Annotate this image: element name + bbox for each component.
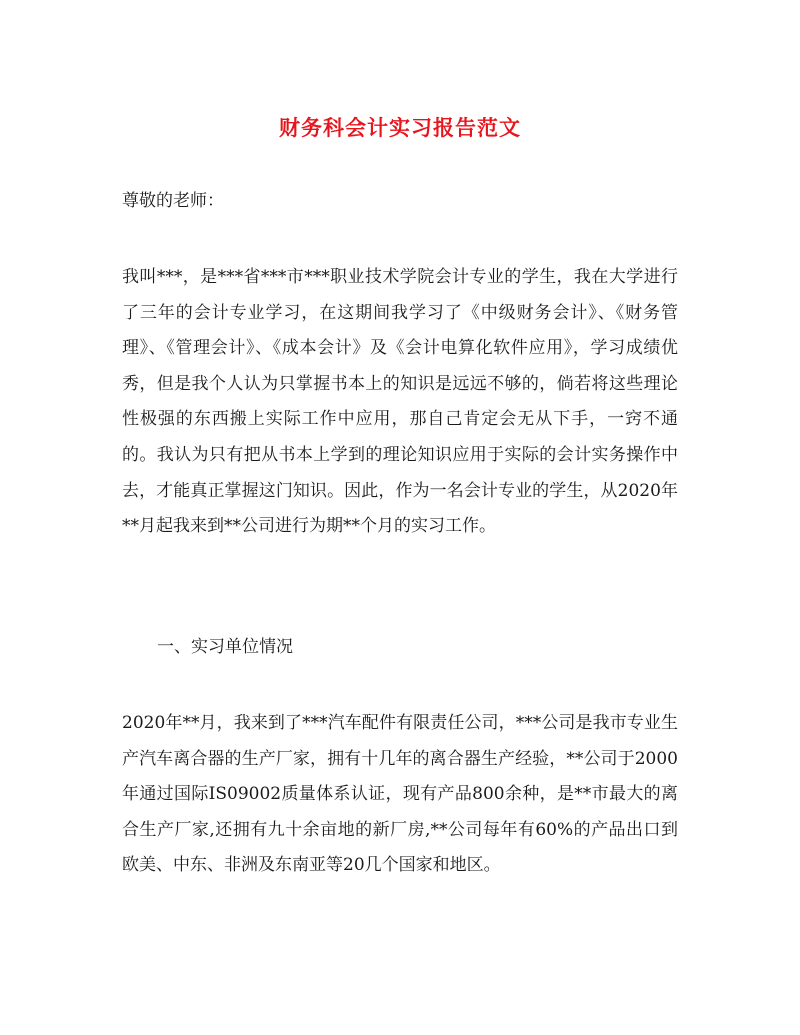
body-paragraph-2: 2020年**月，我来到了***汽车配件有限责任公司，***公司是我市专业生产汽车离合器的生产厂家，拥有十几年的离合器生产经验，**公司于2000年通过国际IS09002质量体系认证，现有产品800余种，是**市最大的离合生产厂家,还拥有九十余亩地的新厂房,**公司每年有60%的产品出口到欧美、中东、非洲及东南亚等20几个国家和地区。 — [122, 713, 678, 876]
salutation: 尊敬的老师： — [122, 191, 224, 211]
document-title: 财务科会计实习报告范文 — [279, 115, 521, 140]
body-paragraph-1: 我叫***，是***省***市***职业技术学院会计专业的学生，我在大学进行了三年的会计专业学习，在这期间我学习了《中级财务会计》、《财务管理》、《管理会计》、《成本会计》及《会计电算化软件应用》，学习成绩优秀，但是我个人认为只掌握书本上的知识是远远不够的，倘若将这些理论性极强的东西搬上实际工作中应用，那自己肯定会无从下手，一窍不通的。我认为只有把从书本上学到的理论知识应用于实际的会计实务操作中去，才能真正掌握这门知识。因此，作为一名会计专业的学生，从2020年**月起我来到**公司进行为期**个月的实习工作。 — [122, 267, 678, 537]
section-heading-1: 一、实习单位情况 — [157, 637, 293, 657]
